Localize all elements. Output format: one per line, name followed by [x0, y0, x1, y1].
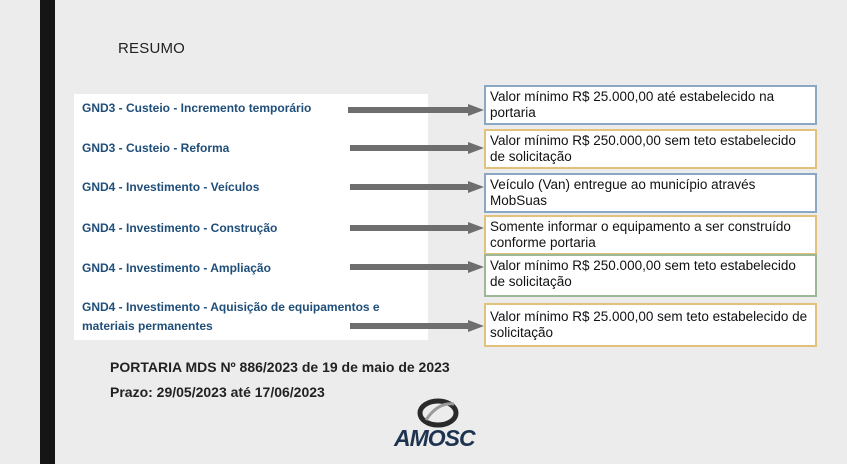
detail-box: Somente informar o equipamento a ser construído conforme portaria — [484, 215, 817, 255]
detail-box: Valor mínimo R$ 250.000,00 sem teto estabelecido de solicitação — [484, 254, 817, 297]
item-label: GND3 - Custeio - Reforma — [82, 141, 230, 155]
item-label: GND3 - Custeio - Incremento temporário — [82, 101, 312, 115]
item-list-panel — [74, 94, 428, 340]
right-arrow-icon — [350, 222, 484, 234]
amosc-logo — [384, 396, 494, 464]
item-label: GND4 - Investimento - Veículos — [82, 180, 260, 194]
left-accent-bar — [40, 0, 55, 464]
slide-title: RESUMO — [118, 40, 186, 57]
right-arrow-icon — [350, 261, 484, 273]
prazo-text: Prazo: 29/05/2023 até 17/06/2023 — [110, 384, 325, 400]
item-label: GND4 - Investimento - Ampliação — [82, 261, 271, 275]
amosc-logo-icon — [416, 396, 460, 428]
detail-box: Veículo (Van) entregue ao município através MobSuas — [484, 173, 817, 213]
item-label: GND4 - Investimento - Construção — [82, 221, 278, 235]
right-arrow-icon — [350, 320, 484, 332]
right-arrow-icon — [350, 181, 484, 193]
right-arrow-icon — [348, 104, 484, 116]
item-label: GND4 - Investimento - Aquisição de equipamentos e materiais permanentes — [82, 300, 380, 333]
right-arrow-icon — [350, 142, 484, 154]
portaria-text: PORTARIA MDS Nº 886/2023 de 19 de maio de 2023 — [110, 359, 450, 375]
logo-text: AMOSC — [394, 425, 475, 451]
detail-box: Valor mínimo R$ 25.000,00 até estabelecido na portaria — [484, 85, 817, 125]
detail-box: Valor mínimo R$ 25.000,00 sem teto estabelecido de solicitação — [484, 303, 817, 347]
detail-box: Valor mínimo R$ 250.000,00 sem teto estabelecido de solicitação — [484, 129, 817, 169]
